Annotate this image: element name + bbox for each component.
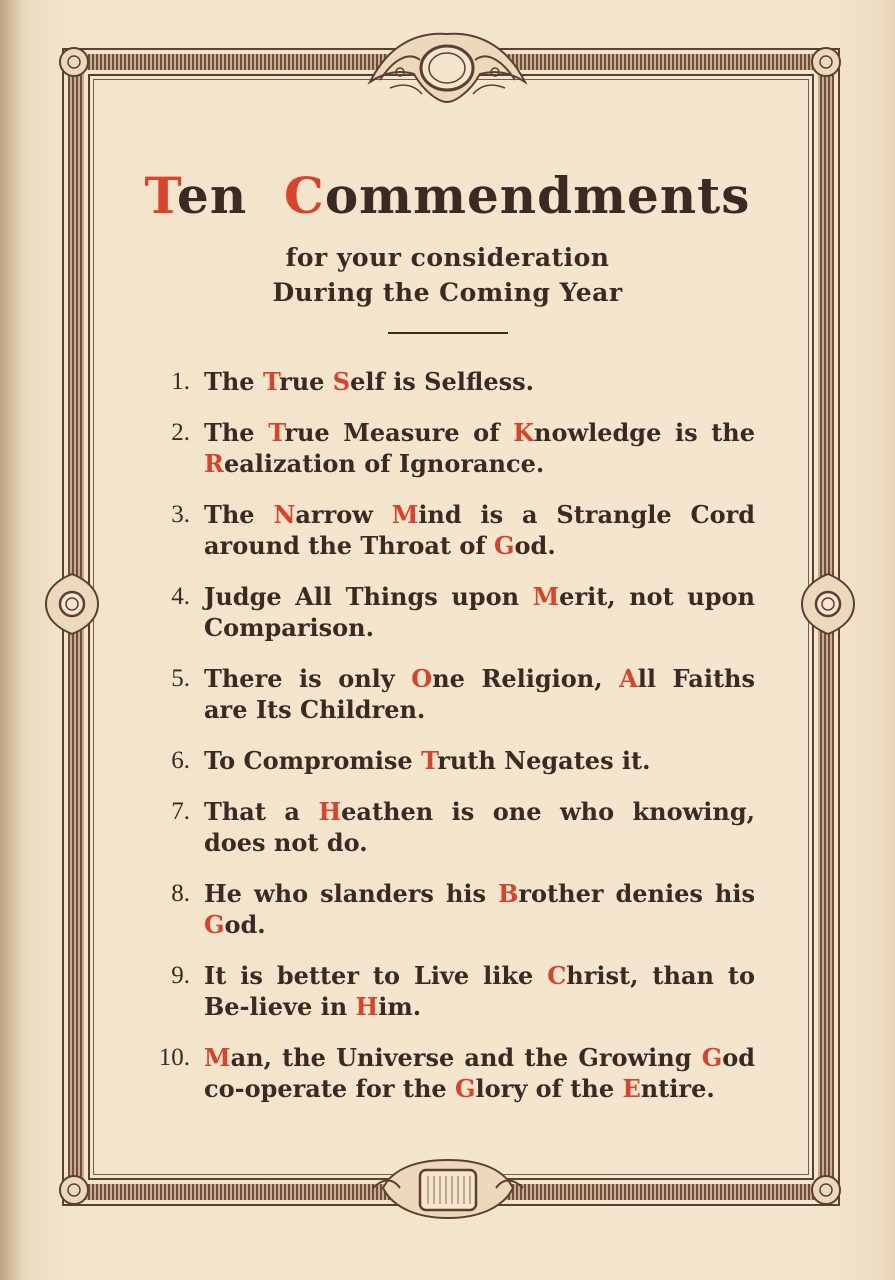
commandment-text: [204, 581, 755, 643]
text-segment: It is better to Live like: [204, 961, 548, 990]
red-initial: H: [318, 797, 342, 826]
corner-ornament-bottom-right: [806, 1170, 846, 1210]
text-segment: Judge All Things upon: [204, 582, 533, 611]
commandment-item: [140, 366, 755, 397]
text-segment: ealization of Ignorance.: [223, 449, 545, 478]
red-initial: T: [262, 367, 280, 396]
commandment-number: 2.: [171, 419, 190, 446]
text-segment: im.: [378, 992, 422, 1021]
text-segment: ne Religion,: [432, 664, 620, 693]
red-initial: M: [391, 500, 419, 529]
commandment-text: [204, 745, 755, 776]
text-segment: ll Faiths are Its Children.: [204, 664, 755, 724]
commandment-text: [204, 499, 755, 561]
right-medallion-ornament: [798, 572, 858, 636]
text-segment: hrist, than to Be-lieve in: [204, 961, 755, 1021]
text-segment: rue: [279, 367, 333, 396]
red-initial: C: [547, 961, 567, 990]
red-initial: H: [355, 992, 379, 1021]
text-segment: There is only: [204, 664, 412, 693]
commandment-text: [204, 960, 755, 1022]
commandment-text: [204, 878, 755, 940]
red-initial: T: [421, 746, 438, 775]
commandment-text: [204, 366, 755, 397]
text-segment: elf is Selfless.: [350, 367, 534, 396]
text-segment: nowledge is the: [534, 418, 756, 447]
commandment-number: 10.: [158, 1044, 190, 1071]
commandment-number: 5.: [171, 665, 190, 692]
red-initial: G: [494, 531, 515, 560]
text-segment: rother denies his: [518, 879, 755, 908]
text-segment: erit, not upon Comparison.: [204, 582, 755, 642]
commandment-number: 7.: [171, 798, 190, 825]
bottom-cartouche-ornament: [368, 1148, 528, 1228]
text-segment: ind is a Strangle Cord around the Throat of: [204, 500, 755, 560]
red-initial: S: [332, 367, 351, 396]
title-initial-c: C: [284, 166, 325, 225]
red-initial: N: [273, 500, 296, 529]
commandment-item: [140, 417, 755, 479]
corner-ornament-top-left: [54, 42, 94, 82]
left-medallion-ornament: [42, 572, 102, 636]
commandment-number: 3.: [171, 501, 190, 528]
text-segment: an, the Universe and the Growing: [230, 1043, 702, 1072]
red-initial: E: [622, 1074, 641, 1103]
title-word1-rest: en: [177, 166, 248, 225]
title-word2-rest: ommendments: [324, 166, 751, 225]
commandment-item: [140, 499, 755, 561]
text-segment: He who slanders his: [204, 879, 499, 908]
commandment-number: 1.: [171, 368, 190, 395]
red-initial: M: [204, 1043, 231, 1072]
commandment-item: [140, 663, 755, 725]
text-segment: The: [204, 418, 269, 447]
commandment-number: 6.: [171, 747, 190, 774]
red-initial: K: [513, 418, 534, 447]
red-initial: B: [498, 879, 519, 908]
text-segment: ruth Negates it.: [437, 746, 651, 775]
commandment-text: [204, 796, 755, 858]
text-segment: arrow: [295, 500, 392, 529]
subtitle-line-1: for your consideration: [285, 243, 610, 272]
text-segment: od.: [514, 531, 556, 560]
red-initial: A: [619, 664, 638, 693]
commandment-item: [140, 878, 755, 940]
text-segment: lory of the: [475, 1074, 623, 1103]
text-segment: The: [204, 500, 274, 529]
commandment-text: [204, 663, 755, 725]
title-initial-t: T: [144, 166, 178, 225]
commandment-item: [140, 1042, 755, 1104]
commandment-item: [140, 581, 755, 643]
red-initial: G: [701, 1043, 723, 1072]
red-initial: T: [268, 418, 285, 447]
text-segment: That a: [204, 797, 319, 826]
red-initial: G: [455, 1074, 476, 1103]
text-segment: The: [204, 367, 263, 396]
red-initial: M: [532, 582, 560, 611]
commandment-item: [140, 960, 755, 1022]
commandment-number: 4.: [171, 583, 190, 610]
commandment-text: [204, 417, 755, 479]
top-cartouche-ornament: [360, 22, 535, 110]
text-segment: To Compromise: [204, 746, 422, 775]
red-initial: R: [204, 449, 224, 478]
red-initial: G: [204, 910, 225, 939]
text-segment: eathen is one who knowing, does not do.: [204, 797, 755, 857]
title-divider-rule: [388, 332, 508, 334]
commandment-number: 9.: [171, 962, 190, 989]
subtitle-line-2: During the Coming Year: [272, 278, 623, 307]
text-segment: ntire.: [640, 1074, 715, 1103]
red-initial: O: [411, 664, 433, 693]
text-segment: rue Measure of: [284, 418, 514, 447]
text-segment: od.: [224, 910, 266, 939]
commandment-item: [140, 796, 755, 858]
commandments-list: [140, 366, 755, 1124]
commandment-text: [204, 1042, 755, 1104]
commandment-number: 8.: [171, 880, 190, 907]
corner-ornament-bottom-left: [54, 1170, 94, 1210]
corner-ornament-top-right: [806, 42, 846, 82]
text-segment: od co-operate for the: [204, 1043, 755, 1103]
page-title: [0, 166, 895, 225]
commandment-item: [140, 745, 755, 776]
